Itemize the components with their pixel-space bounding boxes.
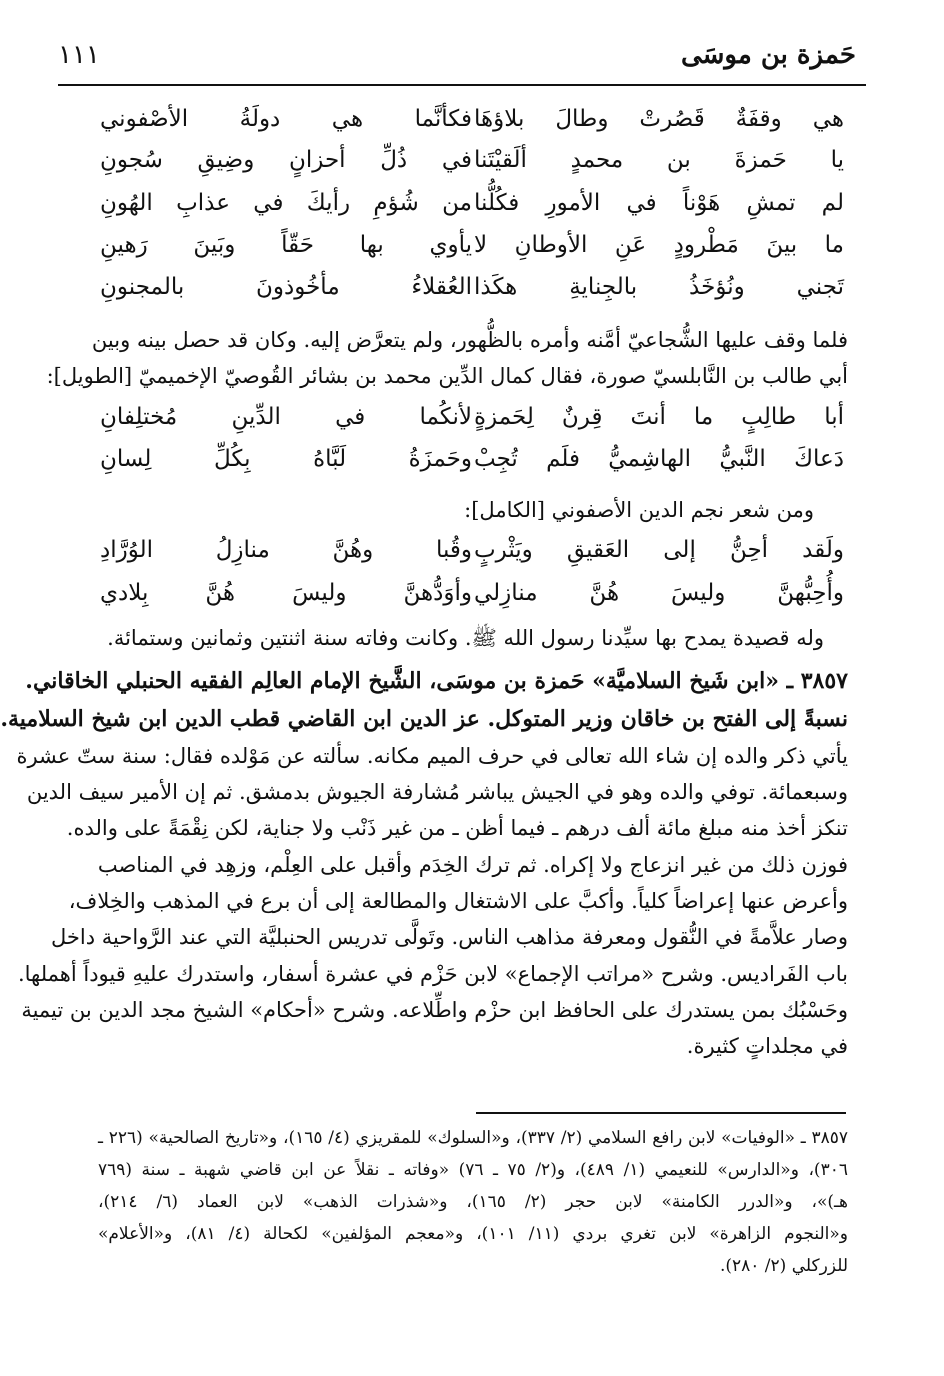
entry-body-line: في مجلداتٍ كثيرة. xyxy=(686,1034,848,1058)
entry-body-line: وأعرض عنها إعراضاً كلياً. وأكبَّ على الاشتغال والمطالعة إلى أن برع في المذهب والخِلاف، xyxy=(68,889,848,913)
entry-body-line: فوزن ذلك من غير انزعاج ولا إكراه. ثم ترك الخِدَم وأقبل على العِلْم، وزهِد في المناصب xyxy=(97,853,848,877)
poem2-verse-1-hemistich-1: أبا طالِبٍ ما أنتَ قِرنٌ لِحَمزةٍ xyxy=(474,404,844,430)
paragraph-line: ومن شعر نجم الدين الأصفوني [الكامل]: xyxy=(464,498,814,522)
poem3-verse-2-hemistich-2: وأوَدُّهنَّ وليسَ هُنَّ بِلادي xyxy=(100,580,472,606)
entry-heading-line: ٣٨٥٧ ـ «ابن شَيخ السلاميَّة» حَمزة بن موسَى، الشَّيخ الإمام العالِم الفقيه الحنبلي الخاقاني. xyxy=(25,668,848,694)
paragraph-line: فلما وقف عليها الشُّجاعيّ أمَّنه وأمره بالظُّهور، ولم يتعرَّض إليه. وكان قد حصل بينه وبين xyxy=(91,328,848,352)
poem1-verse-2-hemistich-2: في ذُلِّ أحزانٍ وضِيقِ سُجونِ xyxy=(100,147,472,173)
poem1-verse-3-hemistich-2: من شُؤمِ رأيكَ في عذابِ الهُونِ xyxy=(100,190,472,216)
poem1-verse-1-hemistich-1: هي وقفَةٌ قَصُرتْ وطالَ بلاؤهَا xyxy=(474,106,844,132)
footnote-line: و«النجوم الزاهرة» لابن تغري بردي (١١/ ١٠١)، و«معجم المؤلفين» لكحالة (٤/ ٨١)، و«الأعلام» xyxy=(98,1224,848,1244)
footnote-line: هـ)»، و«الدرر الكامنة» لابن حجر (٢/ ١٦٥)، و«شذرات الذهب» لابن العماد (٦/ ٢١٤)، xyxy=(98,1192,848,1212)
footnote-line: ٣٠٦)، و«الدارس» للنعيمي (١/ ٤٨٩)، و(٢/ ٧٥ ـ ٧٦) «وفاته ـ نقلاً عن ابن قاضي شهبة ـ سنة (٧٦٩ xyxy=(98,1160,848,1180)
footnote-line: للزركلي (٢/ ٢٨٠). xyxy=(719,1256,848,1276)
poem1-verse-5-hemistich-2: العُقلاءُ مأخُوذونَ بالمجنونِ xyxy=(100,274,472,300)
poem2-verse-1-hemistich-2: لأنكُما في الدِّينِ مُختلِفانِ xyxy=(100,404,472,430)
poem1-verse-4-hemistich-2: يأوي بها حَقّاً وبَينَ رَهينِ xyxy=(100,232,472,258)
entry-body-line: باب الفَراديس. وشرح «مراتب الإجماع» لابن حَزْم في عشرة أسفار، واستدرك عليهِ قيوداً أهملها. xyxy=(17,962,848,986)
poem1-verse-2-hemistich-1: يا حَمزةَ بن محمدٍ ألَقيْتَنا xyxy=(474,147,844,173)
poem1-verse-3-hemistich-1: لم تمشِ هَوْناً في الأمورِ فكُلُّنا xyxy=(474,190,844,216)
poem1-verse-4-hemistich-1: ما بينَ مَطْرودٍ عَنِ الأوطانِ لا xyxy=(474,232,844,258)
entry-body-line: وسبعمائة. توفي والده وهو في الجيش يباشر مُشارفة الجيوش بدمشق. ثم إن الأمير سيف الدين xyxy=(26,780,848,804)
entry-heading-line: نسبةً إلى الفتح بن خاقان وزير المتوكل. عز الدين ابن القاضي قطب الدين ابن شيخ السلامية. xyxy=(0,706,848,732)
header-rule xyxy=(58,84,866,86)
poem3-verse-2-hemistich-1: وأُحِبُّهنَّ وليسَ هُنَّ منازِلي xyxy=(474,580,844,606)
poem1-verse-5-hemistich-1: تَجني ونُؤخَذُ بالجِنايةِ هكَذا xyxy=(474,274,844,300)
poem3-verse-1-hemistich-2: وقُبا وهُنَّ منازِلُ الوُرَّادِ xyxy=(100,537,472,563)
running-title: حَمزة بن موسَى xyxy=(680,40,856,70)
page-number: ١١١ xyxy=(58,40,100,70)
paragraph-line: أبي طالب بن النَّابلسيّ صورة، فقال كمال الدِّين محمد بن بشائر القُوصيّ الإخميميّ [الطويل]: xyxy=(46,364,848,388)
poem1-verse-1-hemistich-2: فكأنَّما هي دولَةُ الأصْفوني xyxy=(100,106,472,132)
footnote-rule xyxy=(476,1112,846,1114)
entry-body-line: تنكز أخذ منه مبلغ مائة ألف درهم ـ فيما أظن ـ من غير ذَنْب ولا جناية، لكن نِقْمَةً على والده. xyxy=(66,816,848,840)
entry-body-line: وحَسْبُك بمن يستدرك على الحافظ ابن حزْم واطِّلاعه. وشرح «أحكام» الشيخ مجد الدين بن تيمية xyxy=(21,998,848,1022)
poem3-verse-1-hemistich-1: ولَقد أحِنُّ إلى العَقيقِ ويَثْربٍ xyxy=(474,537,844,563)
footnote-line: ٣٨٥٧ ـ «الوفيات» لابن رافع السلامي (٢/ ٣٣٧)، و«السلوك» للمقريزي (٤/ ١٦٥)، و«تاريخ الصالحية» (٢٢٦ ـ xyxy=(98,1128,849,1148)
entry-body-line: وصار علاَّمةً في النُّقول ومعرفة مذاهب الناس. وتَولَّى تدريس الحنبليَّة التي عند الرَّواحية داخل xyxy=(51,925,848,949)
poem2-verse-2-hemistich-2: وحَمزَةُ لَبَّاهُ بِكُلِّ لِسانِ xyxy=(100,446,472,472)
entry-body-line: يأتي ذكر والده إن شاء الله تعالى في حرف الميم مكانه. سألته عن مَوْلده فقال: سنة ستّ عشرة xyxy=(16,744,848,768)
poem2-verse-2-hemistich-1: دَعاكَ النَّبيُّ الهاشِميُّ فلَم تُجِبْ xyxy=(474,446,844,472)
paragraph-line: وله قصيدة يمدح بها سيِّدنا رسول الله ﷺ. وكانت وفاته سنة اثنتين وثمانين وستمائة. xyxy=(107,626,824,650)
